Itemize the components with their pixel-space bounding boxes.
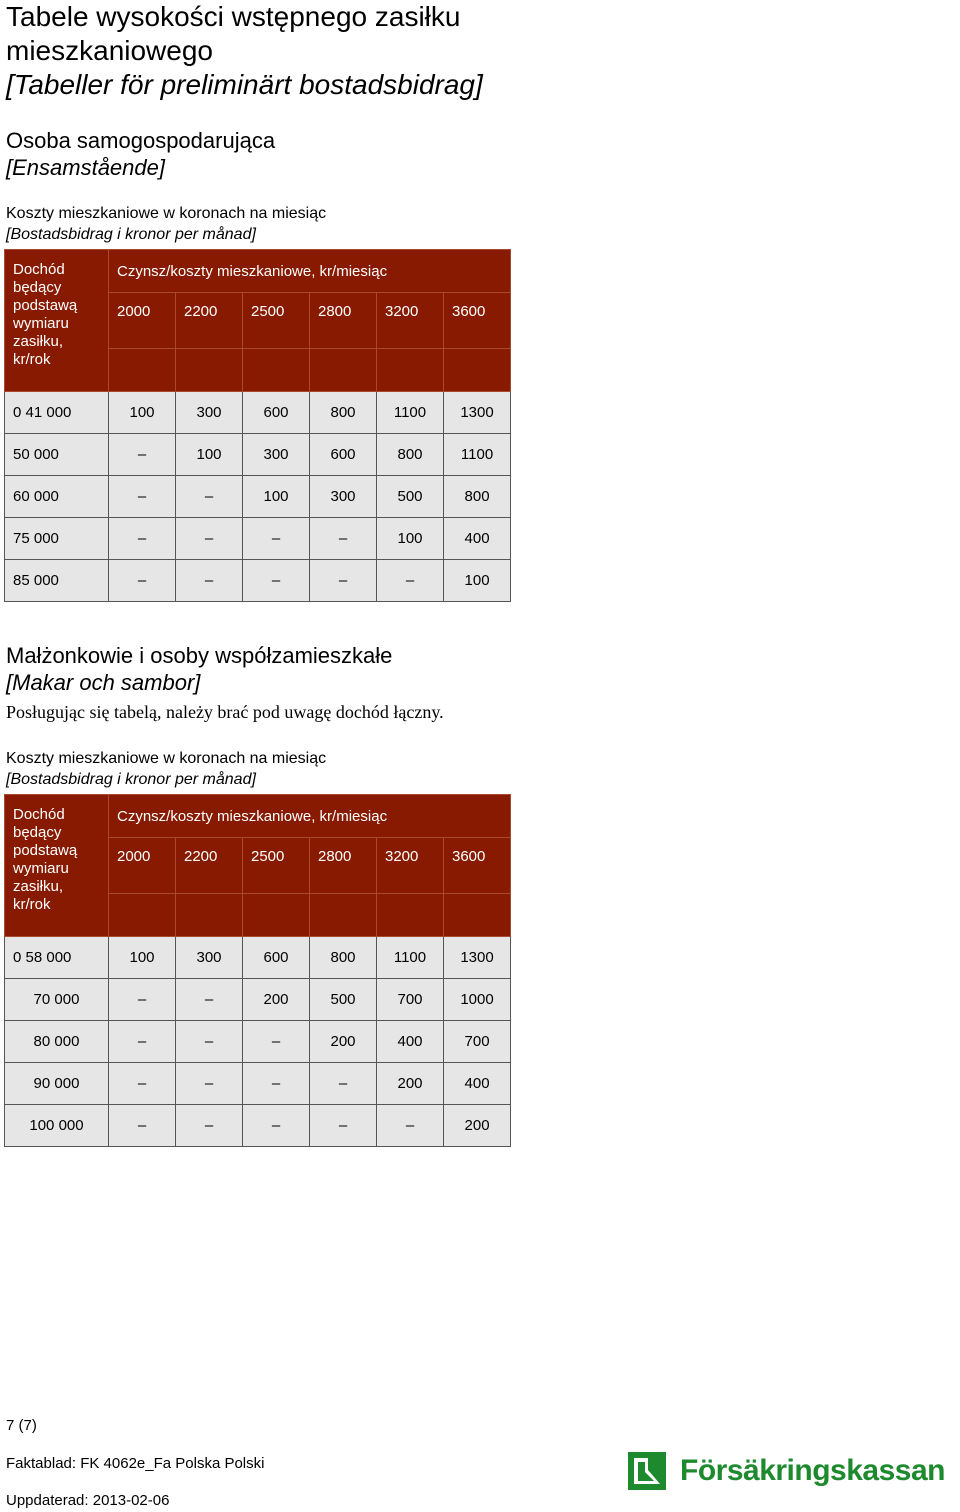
updated-date: Uppdaterad: 2013-02-06 <box>6 1492 170 1509</box>
section2-heading <box>6 642 392 696</box>
section1-heading-pl: Osoba samogospodarująca <box>6 128 276 153</box>
value-cell: – <box>176 1105 243 1147</box>
header-filler <box>377 893 444 936</box>
logo-wordmark: Försäkringskassan <box>680 1454 945 1487</box>
value-cell: 400 <box>444 518 511 560</box>
value-cell: – <box>176 1021 243 1063</box>
table-row <box>5 560 511 602</box>
section1-subheading-sv: [Bostadsbidrag i kronor per månad] <box>6 226 256 243</box>
value-cell: – <box>109 1021 176 1063</box>
value-cell: 1100 <box>377 392 444 434</box>
value-cell: 800 <box>310 392 377 434</box>
header-filler <box>310 893 377 936</box>
header-filler <box>109 348 176 391</box>
rent-column-header: 2500 <box>243 293 310 348</box>
value-cell: – <box>243 518 310 560</box>
header-filler <box>176 348 243 391</box>
section2-subheading <box>6 748 326 790</box>
value-cell: – <box>176 560 243 602</box>
value-cell: – <box>176 518 243 560</box>
document-title <box>6 0 483 102</box>
value-cell: 300 <box>176 392 243 434</box>
rent-column-header: 2000 <box>109 293 176 348</box>
header-filler <box>176 893 243 936</box>
rent-column-header: 2200 <box>176 838 243 893</box>
value-cell: – <box>310 560 377 602</box>
section2-subheading-sv: [Bostadsbidrag i kronor per månad] <box>6 771 256 788</box>
value-cell: – <box>243 1105 310 1147</box>
value-cell: – <box>176 476 243 518</box>
table-row <box>5 518 511 560</box>
income-cell: 60 000 <box>5 476 109 518</box>
title-line-1: Tabele wysokości wstępnego zasiłku <box>6 1 461 32</box>
logo-icon <box>628 1452 666 1490</box>
table-row <box>5 434 511 476</box>
value-cell: – <box>310 518 377 560</box>
value-cell: 100 <box>176 434 243 476</box>
title-line-3: [Tabeller för preliminärt bostadsbidrag] <box>6 69 483 100</box>
value-cell: – <box>109 1105 176 1147</box>
income-cell: 100 000 <box>5 1105 109 1147</box>
value-cell: – <box>310 1105 377 1147</box>
value-cell: – <box>109 518 176 560</box>
rent-column-header: 2800 <box>310 838 377 893</box>
value-cell: 100 <box>377 518 444 560</box>
header-filler <box>444 348 511 391</box>
value-cell: 100 <box>444 560 511 602</box>
value-cell: 400 <box>444 1063 511 1105</box>
value-cell: 500 <box>377 476 444 518</box>
rent-column-header: 3600 <box>444 838 511 893</box>
rent-column-header: 3200 <box>377 838 444 893</box>
value-cell: 100 <box>109 392 176 434</box>
value-cell: – <box>243 560 310 602</box>
income-rent-table-single <box>4 249 511 602</box>
rent-column-header: 3600 <box>444 293 511 348</box>
value-cell: 400 <box>377 1021 444 1063</box>
value-cell: 800 <box>444 476 511 518</box>
value-cell: 600 <box>310 434 377 476</box>
header-filler <box>243 893 310 936</box>
value-cell: 600 <box>243 392 310 434</box>
section1-subheading <box>6 203 326 245</box>
income-cell: 0 58 000 <box>5 937 109 979</box>
header-filler <box>444 893 511 936</box>
value-cell: 200 <box>310 1021 377 1063</box>
income-cell: 70 000 <box>5 979 109 1021</box>
rent-column-header: 2200 <box>176 293 243 348</box>
value-cell: 500 <box>310 979 377 1021</box>
table-row <box>5 1063 511 1105</box>
value-cell: 600 <box>243 937 310 979</box>
value-cell: – <box>109 560 176 602</box>
rent-column-header: 3200 <box>377 293 444 348</box>
table-row <box>5 979 511 1021</box>
income-cell: 50 000 <box>5 434 109 476</box>
income-column-header: Dochód będący podstawą wymiaru zasiłku, kr/rok <box>5 250 109 392</box>
value-cell: 1000 <box>444 979 511 1021</box>
value-cell: – <box>176 1063 243 1105</box>
rent-span-header: Czynsz/koszty mieszkaniowe, kr/miesiąc <box>109 795 511 838</box>
value-cell: – <box>377 560 444 602</box>
rent-column-header: 2500 <box>243 838 310 893</box>
table-row <box>5 392 511 434</box>
income-cell: 90 000 <box>5 1063 109 1105</box>
value-cell: – <box>310 1063 377 1105</box>
section2-heading-pl: Małżonkowie i osoby współzamieszkałe <box>6 643 393 668</box>
value-cell: 1300 <box>444 392 511 434</box>
value-cell: 700 <box>444 1021 511 1063</box>
value-cell: 100 <box>243 476 310 518</box>
logo-mark-icon <box>628 1452 666 1490</box>
value-cell: 800 <box>377 434 444 476</box>
value-cell: 800 <box>310 937 377 979</box>
value-cell: 300 <box>176 937 243 979</box>
value-cell: 300 <box>310 476 377 518</box>
section1-heading <box>6 127 275 181</box>
value-cell: 100 <box>109 937 176 979</box>
value-cell: 200 <box>243 979 310 1021</box>
income-cell: 0 41 000 <box>5 392 109 434</box>
section2-note: Posługując się tabelą, należy brać pod uwagę dochód łączny. <box>6 702 444 722</box>
income-rent-table-couples <box>4 794 511 1147</box>
section1-subheading-pl: Koszty mieszkaniowe w koronach na miesiąc <box>6 205 327 222</box>
value-cell: – <box>243 1021 310 1063</box>
value-cell: – <box>109 979 176 1021</box>
rent-span-header: Czynsz/koszty mieszkaniowe, kr/miesiąc <box>109 250 511 293</box>
value-cell: 1100 <box>377 937 444 979</box>
rent-column-header: 2800 <box>310 293 377 348</box>
value-cell: – <box>109 476 176 518</box>
income-cell: 85 000 <box>5 560 109 602</box>
value-cell: – <box>377 1105 444 1147</box>
table-row <box>5 476 511 518</box>
page-number: 7 (7) <box>6 1417 37 1434</box>
header-filler <box>109 893 176 936</box>
value-cell: 1300 <box>444 937 511 979</box>
table-row <box>5 1021 511 1063</box>
value-cell: – <box>243 1063 310 1105</box>
value-cell: 200 <box>377 1063 444 1105</box>
title-line-2: mieszkaniowego <box>6 35 213 66</box>
rent-column-header: 2000 <box>109 838 176 893</box>
income-cell: 80 000 <box>5 1021 109 1063</box>
income-cell: 75 000 <box>5 518 109 560</box>
value-cell: 200 <box>444 1105 511 1147</box>
section2-heading-sv: [Makar och sambor] <box>6 670 201 695</box>
header-filler <box>377 348 444 391</box>
value-cell: – <box>109 434 176 476</box>
table-row <box>5 1105 511 1147</box>
value-cell: – <box>109 1063 176 1105</box>
value-cell: 1100 <box>444 434 511 476</box>
table-row <box>5 937 511 979</box>
value-cell: 700 <box>377 979 444 1021</box>
factsheet-id: Faktablad: FK 4062e_Fa Polska Polski <box>6 1455 265 1472</box>
header-filler <box>243 348 310 391</box>
value-cell: – <box>176 979 243 1021</box>
section2-subheading-pl: Koszty mieszkaniowe w koronach na miesiąc <box>6 750 327 767</box>
section1-heading-sv: [Ensamstående] <box>6 155 165 180</box>
value-cell: 300 <box>243 434 310 476</box>
header-filler <box>310 348 377 391</box>
income-column-header: Dochód będący podstawą wymiaru zasiłku, kr/rok <box>5 795 109 937</box>
